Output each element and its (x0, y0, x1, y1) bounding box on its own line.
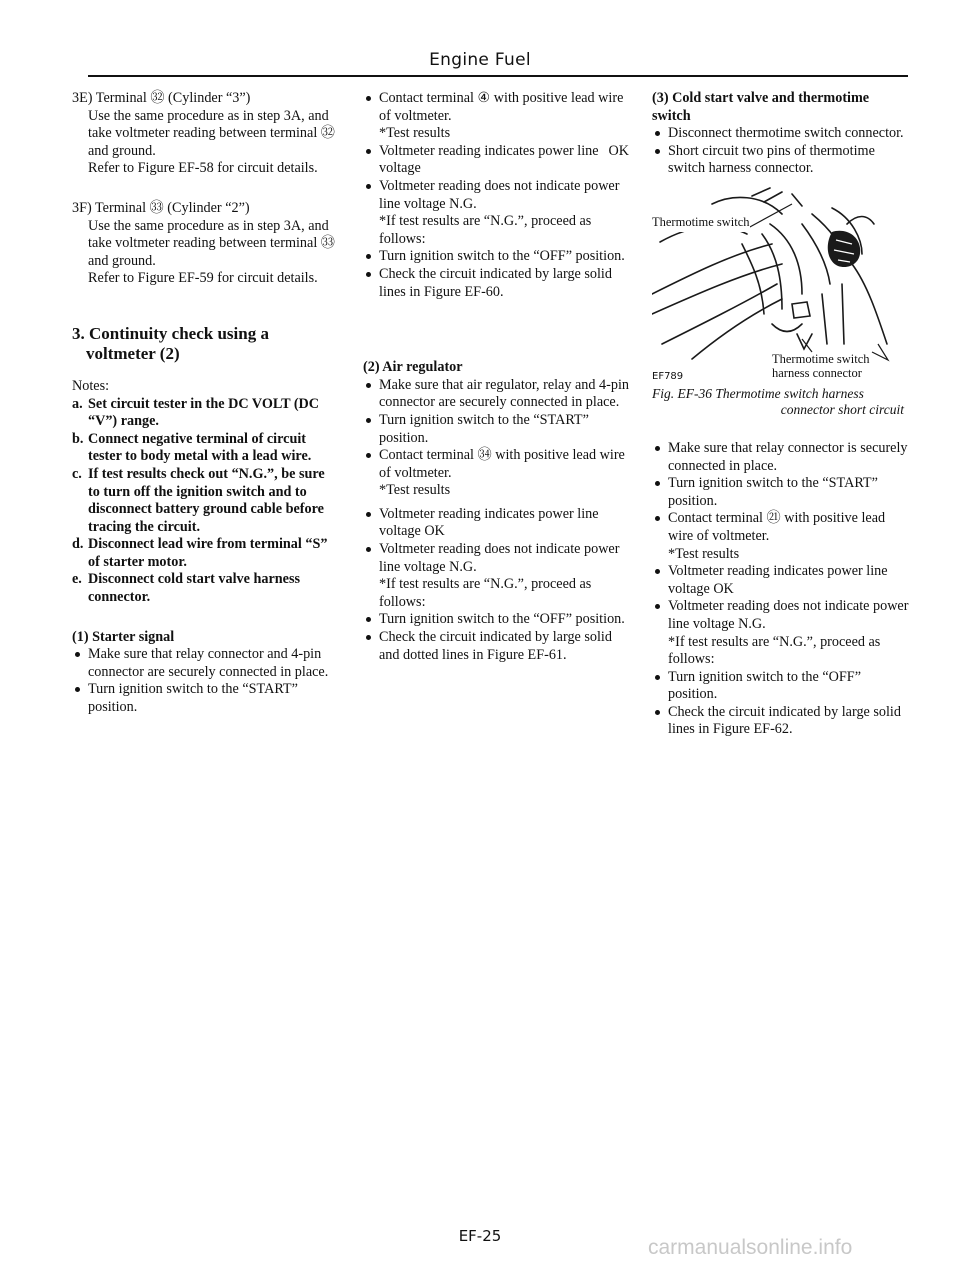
list-item (363, 90, 629, 143)
list-item: Turn ignition switch to the “START” position. (72, 681, 340, 716)
note-item (72, 466, 340, 536)
starter-signal-heading: (1) Starter signal (72, 628, 175, 645)
section-title-line-1: 3. Continuity check using a (72, 323, 269, 343)
list-item: Make sure that air regulator, relay and 4-pin connector are securely connected in place. (363, 377, 629, 412)
list-item (363, 447, 629, 500)
note-text: Set circuit tester in the DC VOLT (DC “V”) range. (88, 395, 320, 430)
result-text: Voltmeter reading does not indicate power line voltage (379, 541, 620, 575)
step-3e-heading: 3E) Terminal ㉜ (Cylinder “3”) (72, 90, 251, 106)
list-item-text: Contact terminal ㉞ with positive lead wire of voltmeter. (379, 447, 625, 481)
list-item: Turn ignition switch to the “OFF” position. (363, 248, 629, 266)
list-item (363, 506, 629, 541)
note-letter: b. (72, 430, 84, 447)
result-value: N.G. (449, 195, 477, 212)
cold-start-list (652, 125, 910, 178)
proceed-note: *If test results are “N.G.”, proceed as follows: (668, 633, 881, 668)
note-text: Disconnect lead wire from terminal “S” of starter motor. (88, 536, 328, 570)
test-results-label: *Test results (379, 125, 451, 142)
proceed-note: *If test results are “N.G.”, proceed as follows: (379, 576, 592, 610)
list-item (652, 598, 910, 668)
notes-label: Notes: (72, 377, 110, 394)
list-item: Turn ignition switch to the “START” position. (363, 412, 629, 447)
result-row-ok (379, 143, 629, 178)
step-3e-reference: Refer to Figure EF-58 for circuit details. (88, 160, 318, 177)
result-value: N.G. (738, 615, 766, 632)
step-3f-body: Use the same procedure as in step 3A, and take voltmeter reading between terminal ㉝ and ground. (88, 217, 335, 269)
note-letter: d. (72, 536, 84, 553)
note-text: If test results check out “N.G.”, be sure to turn off the ignition switch and to disconnect battery ground cable before tracing the circuit. (88, 465, 325, 535)
step-3e-body: Use the same procedure as in step 3A, and take voltmeter reading between terminal ㉜ and ground. (88, 107, 335, 159)
result-value: OK (608, 142, 629, 159)
note-letter: c. (72, 465, 82, 482)
note-item (72, 536, 340, 571)
page-number: EF-25 (458, 1227, 502, 1245)
harness-connector-label-line-1: Thermotime switch (772, 351, 870, 366)
figure-code: EF789 (652, 370, 684, 382)
list-item: Disconnect thermotime switch connector. (652, 125, 910, 143)
result-text: Voltmeter reading indicates power line voltage (379, 505, 599, 540)
list-item-text: Contact terminal ㉑ with positive lead wire of voltmeter. (668, 510, 886, 544)
cold-start-heading: (3) Cold start valve and thermotime switch (652, 90, 870, 124)
watermark: carmanualsonline.info (648, 1236, 853, 1259)
result-value: OK (713, 580, 734, 597)
harness-connector-label (772, 352, 870, 380)
note-item (72, 396, 340, 431)
section-title-line-2: voltmeter (2) (86, 343, 180, 363)
result-value: N.G. (449, 558, 477, 575)
air-regulator-heading: (2) Air regulator (363, 359, 463, 376)
note-text: Disconnect cold start valve harness connector. (88, 571, 301, 606)
list-item: Turn ignition switch to the “OFF” position. (363, 611, 629, 629)
result-text: Voltmeter reading indicates power line voltage (668, 563, 888, 597)
test-results-label: *Test results (379, 482, 451, 499)
section-title (72, 324, 340, 364)
proceed-note: *If test results are “N.G.”, proceed as follows: (379, 213, 592, 247)
list-item (652, 563, 910, 598)
list-item: Check the circuit indicated by large solid and dotted lines in Figure EF-61. (363, 629, 629, 664)
list-item: Check the circuit indicated by large solid lines in Figure EF-62. (652, 704, 910, 739)
thermotime-switch-label: Thermotime switch (652, 214, 750, 232)
note-item (72, 431, 340, 466)
test-results-label: *Test results (668, 545, 740, 562)
list-item: Turn ignition switch to the “START” position. (652, 475, 910, 510)
starter-signal-list (72, 646, 340, 716)
list-item-text: Contact terminal ④ with positive lead wire of voltmeter. (379, 90, 624, 124)
list-item: Turn ignition switch to the “OFF” position. (652, 669, 910, 704)
figure-caption-line-2: connector short circuit (780, 401, 904, 417)
list-item: Check the circuit indicated by large solid lines in Figure EF-60. (363, 266, 629, 301)
starter-check-list (363, 90, 629, 301)
figure-caption-line-1: Fig. EF-36 Thermotime switch harness (652, 385, 864, 401)
list-item (363, 143, 629, 178)
thermotime-switch-figure (652, 184, 910, 384)
page-header-title: Engine Fuel (429, 50, 531, 70)
result-text: Voltmeter reading does not indicate power line voltage (668, 598, 909, 632)
air-regulator-list (363, 377, 629, 665)
list-item (363, 541, 629, 611)
list-item: Make sure that relay connector is securely connected in place. (652, 440, 910, 475)
column-right (652, 90, 910, 739)
note-letter: a. (72, 395, 83, 412)
note-text: Connect negative terminal of circuit tester to body metal with a lead wire. (88, 430, 312, 465)
column-middle (363, 90, 629, 664)
list-item (363, 178, 629, 248)
result-text: Voltmeter reading does not indicate power line voltage (379, 177, 620, 212)
result-text: Voltmeter reading indicates power line voltage (379, 142, 599, 177)
list-item (652, 510, 910, 563)
header-rule (88, 75, 908, 77)
figure-caption (652, 386, 910, 418)
step-3f-reference: Refer to Figure EF-59 for circuit details. (88, 270, 318, 287)
list-item: Short circuit two pins of thermotime switch harness connector. (652, 143, 910, 178)
step-3f-heading: 3F) Terminal ㉝ (Cylinder “2”) (72, 199, 250, 216)
notes-list (72, 396, 340, 607)
harness-connector-label-line-2: harness connector (772, 365, 862, 380)
result-value: OK (424, 523, 445, 540)
cold-start-check-list (652, 440, 910, 739)
note-letter: e. (72, 571, 82, 588)
list-item: Make sure that relay connector and 4-pin connector are securely connected in place. (72, 646, 340, 681)
note-item (72, 571, 340, 606)
column-left (72, 90, 340, 717)
